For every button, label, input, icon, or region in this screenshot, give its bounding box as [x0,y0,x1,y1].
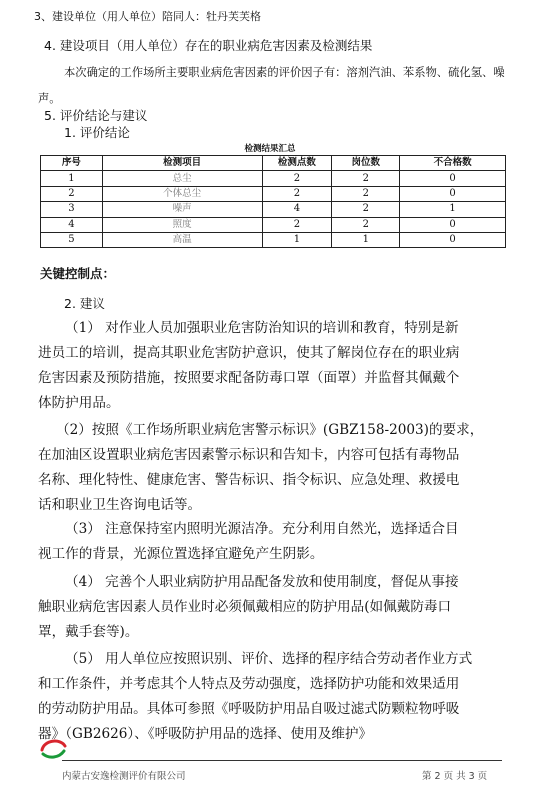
table-cell: 0 [400,232,506,247]
header-line: 3、建设单位（用人单位）陪同人：牡丹芙芙格 [34,10,261,23]
paragraph-line: 名称、理化特性、健康危害、警告标识、指令标识、应急处理、救援电 [38,472,460,488]
table-cell: 2 [41,186,103,201]
table-cell: 1 [400,202,506,217]
column-header: 序号 [41,156,103,171]
table-cell: 个体总尘 [102,186,262,201]
table-cell: 4 [41,217,103,232]
column-header: 检测点数 [262,156,332,171]
table-row [41,202,506,217]
paragraph-line: 在加油区设置职业病危害因素警示标识和告知卡，内容可包括有毒物品 [38,447,460,463]
table-cell: 2 [262,171,332,186]
table-cell: 0 [400,217,506,232]
table-caption: 检测结果汇总 [244,144,296,154]
footer-divider [62,760,502,761]
paragraph-line: 话和职业卫生咨询电话等。 [38,497,202,513]
paragraph-line: （1） 对作业人员加强职业危害防治知识的培训和教育，特别是新 [65,320,459,336]
table-header-row [41,156,506,171]
table-cell: 1 [262,232,332,247]
section4-body-line1: 本次确定的工作场所主要职业病危害因素的评价因子有：溶剂汽油、苯系物、硫化氢、噪 [64,66,505,79]
suggestion-paragraph-4 [38,570,506,645]
footer-page-number: 第 2 页 共 3 页 [422,771,488,782]
paragraph-line: 体防护用品。 [38,395,120,411]
suggestion-paragraph-1 [38,316,506,416]
paragraph-line: （3） 注意保持室内照明光源洁净。充分利用自然光，选择适合目 [65,521,459,537]
table-cell: 2 [332,202,400,217]
table-cell: 3 [41,202,103,217]
table-cell: 2 [332,186,400,201]
table-cell: 2 [332,171,400,186]
section5-subtitle-conclusion: 1. 评价结论 [64,125,130,140]
paragraph-line: 的劳动防护用品。具体可参照《呼吸防护用品自吸过滤式防颗粒物呼吸 [38,701,460,717]
paragraph-line: （2）按照《工作场所职业病危害警示标识》(GBZ158-2003)的要求， [56,422,484,438]
table-cell: 2 [332,217,400,232]
column-header: 岗位数 [332,156,400,171]
section5-title: 5. 评价结论与建议 [44,108,148,123]
key-control-points-heading: 关键控制点： [40,266,116,281]
table-cell: 2 [262,186,332,201]
company-logo-icon [38,736,68,760]
suggestions-subtitle: 2. 建议 [64,296,105,311]
table-cell: 噪声 [102,202,262,217]
table-cell: 照度 [102,217,262,232]
column-header: 检测项目 [102,156,262,171]
paragraph-line: 进员工的培训，提高其职业危害防护意识，使其了解岗位存在的职业病 [38,345,460,361]
section4-title: 4. 建设项目（用人单位）存在的职业病危害因素及检测结果 [44,38,373,53]
suggestion-paragraph-2 [38,418,506,518]
table-row [41,186,506,201]
footer-company-name: 内蒙古安逸检测评价有限公司 [62,771,186,782]
paragraph-line: 和工作条件，并考虑其个人特点及劳动强度，选择防护功能和效果适用 [38,676,460,692]
table-cell: 高温 [102,232,262,247]
suggestion-paragraph-3 [38,517,506,567]
paragraph-line: （5） 用人单位应按照识别、评价、选择的程序结合劳动者作业方式 [65,651,473,667]
table-cell: 2 [262,217,332,232]
table-row [41,171,506,186]
table-cell: 1 [41,171,103,186]
suggestion-paragraph-5 [38,647,506,747]
table-cell: 0 [400,171,506,186]
paragraph-line: 器》（GB2626）、《呼吸防护用品的选择、使用及维护》 [38,726,373,742]
table-cell: 0 [400,186,506,201]
paragraph-line: （4） 完善个人职业病防护用品配备发放和使用制度，督促从事接 [65,574,459,590]
table-cell: 4 [262,202,332,217]
section4-body-line2: 声。 [38,92,61,105]
table-cell: 总尘 [102,171,262,186]
paragraph-line: 视工作的背景，光源位置选择宜避免产生阴影。 [38,546,324,562]
paragraph-line: 触职业病危害因素人员作业时必须佩戴相应的防护用品(如佩戴防毒口 [38,599,452,615]
table-row [41,232,506,247]
paragraph-line: 罩，戴手套等)。 [38,624,139,640]
column-header: 不合格数 [400,156,506,171]
results-table [40,155,506,248]
paragraph-line: 危害因素及预防措施，按照要求配备防毒口罩（面罩）并监督其佩戴个 [38,370,460,386]
table-row [41,217,506,232]
table-cell: 1 [332,232,400,247]
table-cell: 5 [41,232,103,247]
